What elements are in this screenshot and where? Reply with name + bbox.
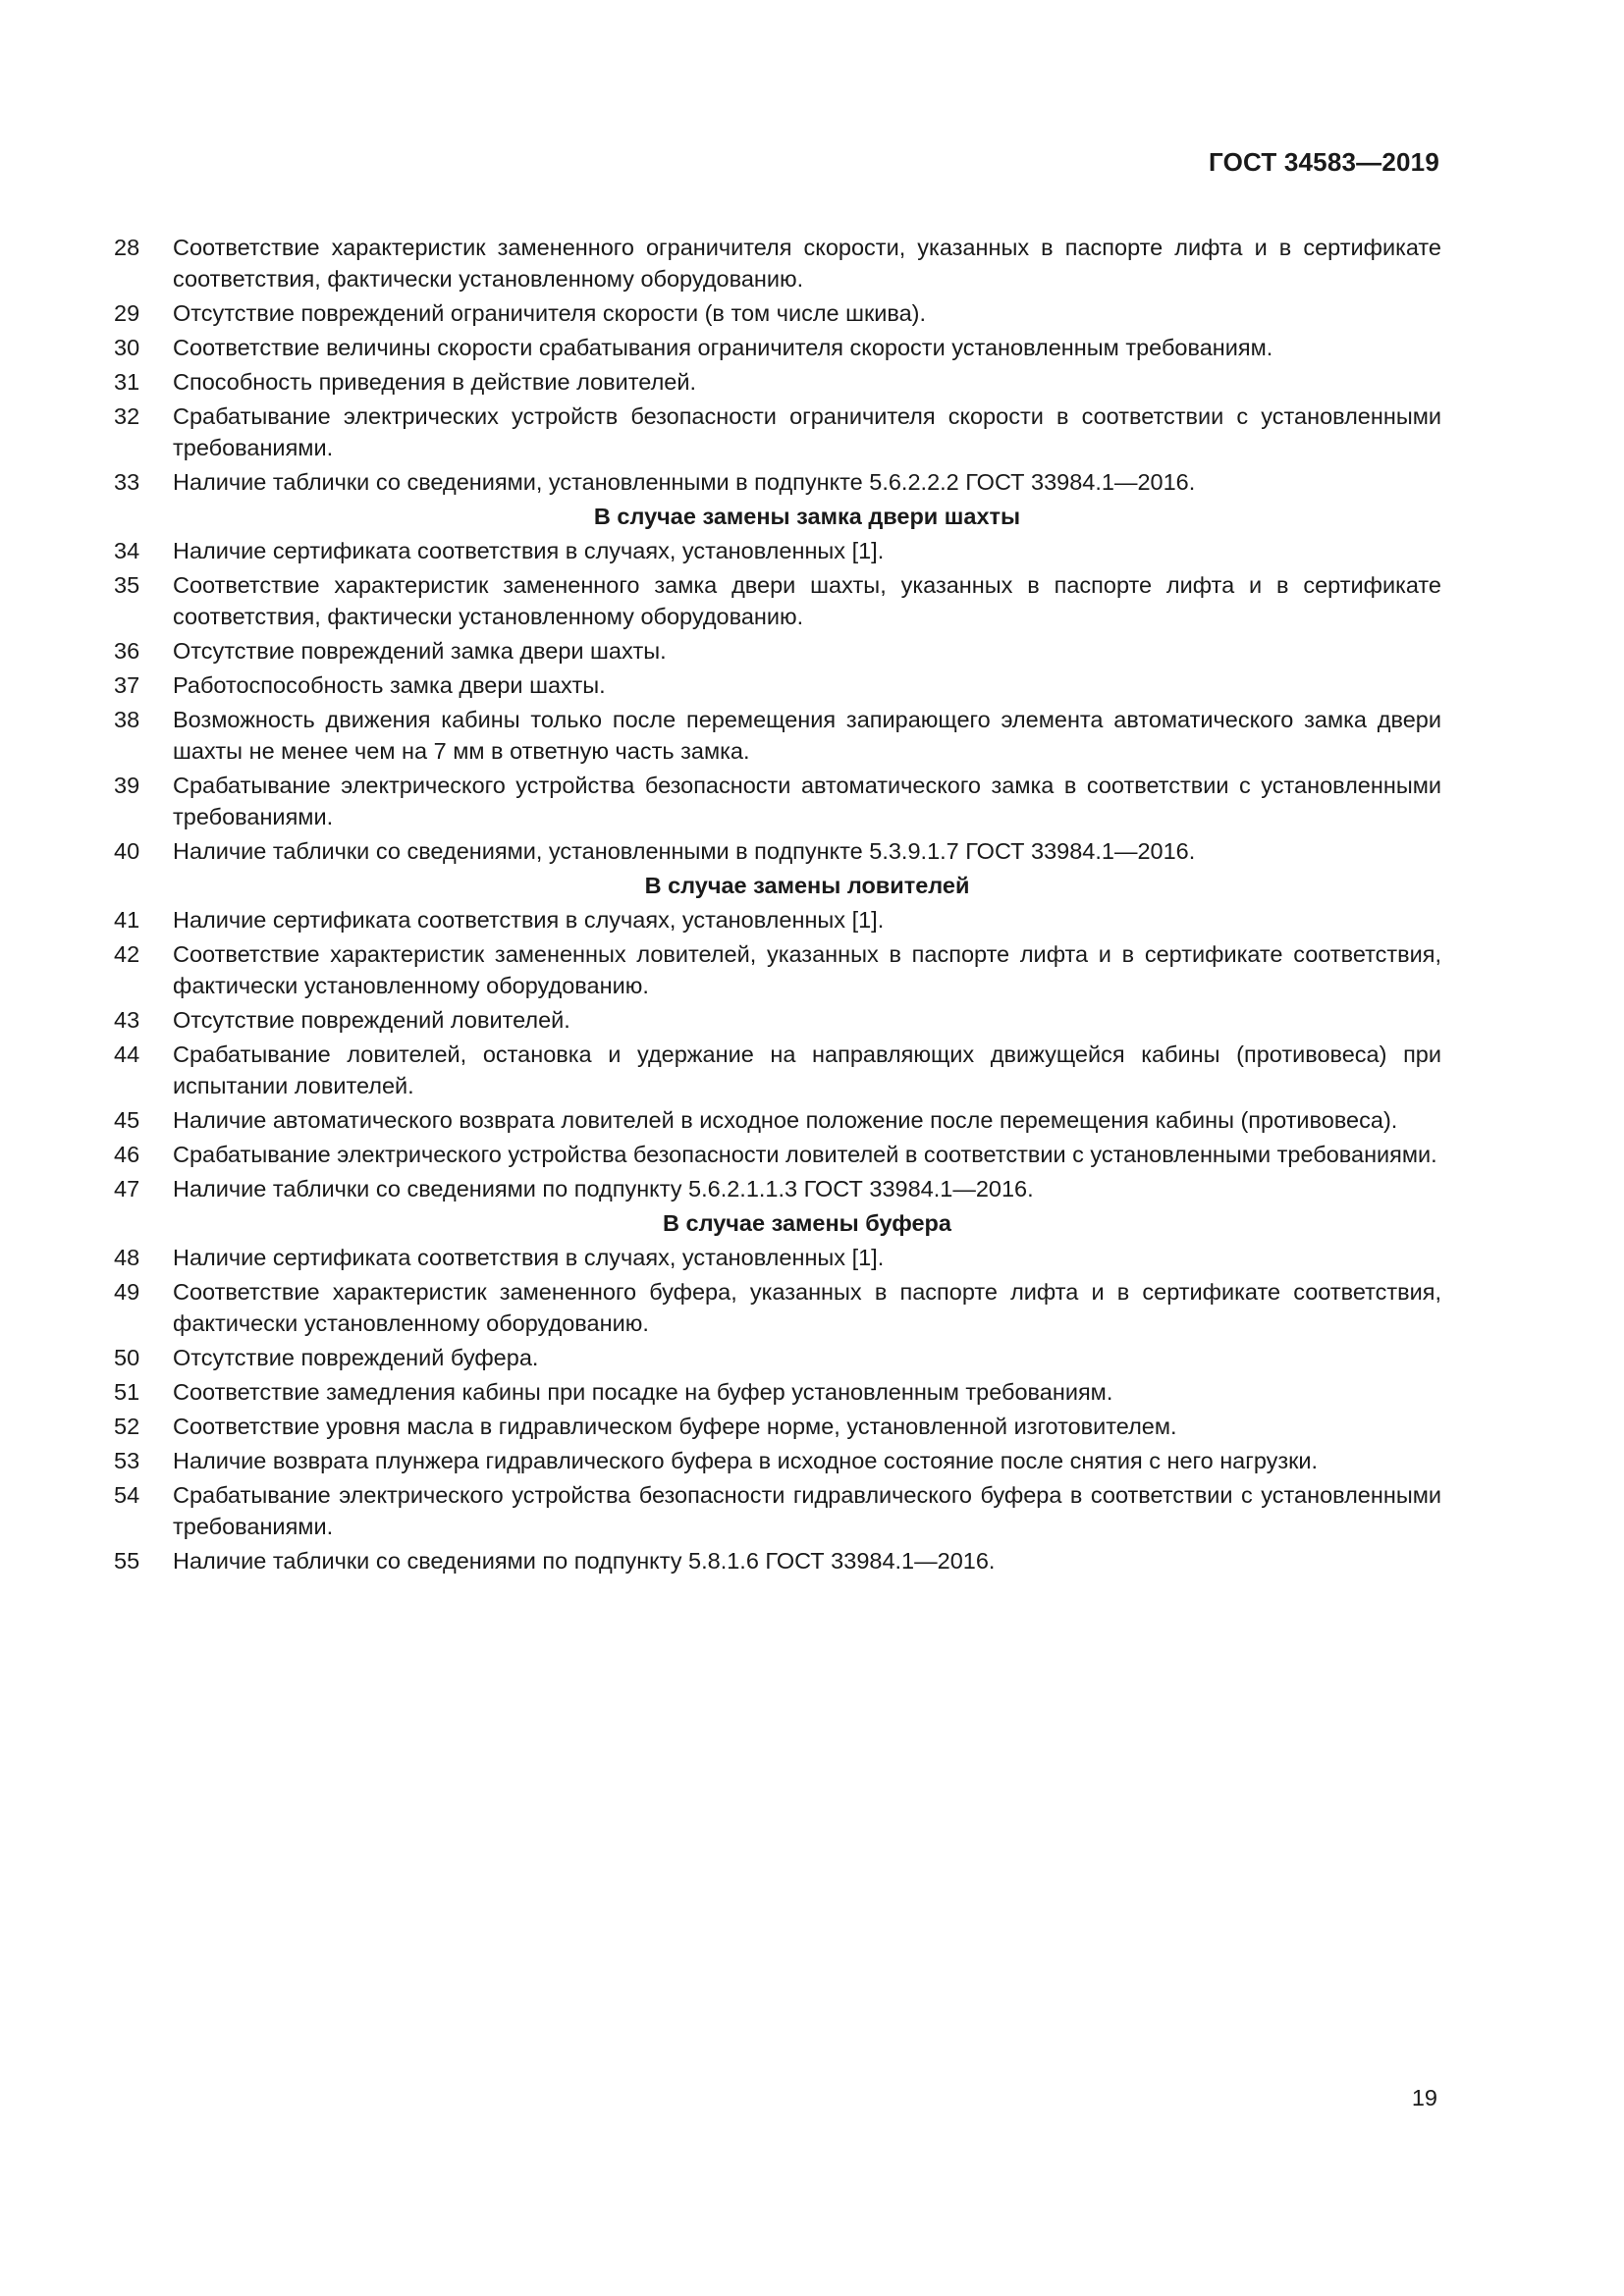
list-item (114, 1039, 1441, 1101)
item-number: 35 (114, 572, 140, 598)
item-text: Работоспособность замка двери шахты. (173, 672, 606, 698)
list-item (114, 1004, 1441, 1036)
list-item (114, 297, 1441, 329)
list-item (114, 904, 1441, 935)
list-item (114, 332, 1441, 363)
list-item (114, 635, 1441, 667)
list-item (114, 466, 1441, 498)
section-heading: В случае замены буфера (663, 1210, 951, 1236)
item-text: Соответствие характеристик замененного буфера, указанных в паспорте лифта и в сертификате соответствия, фактически установленному оборудованию. (173, 1279, 1441, 1336)
section-heading: В случае замены ловителей (644, 873, 970, 898)
item-number: 39 (114, 773, 140, 798)
item-number: 47 (114, 1176, 140, 1201)
item-number: 41 (114, 907, 140, 933)
list-item (114, 1342, 1441, 1373)
list-item (114, 1411, 1441, 1442)
list-item (114, 569, 1441, 632)
item-text: Соответствие характеристик замененных ловителей, указанных в паспорте лифта и в сертификате соответствия, фактически установленному оборудованию. (173, 941, 1441, 998)
item-number: 42 (114, 941, 140, 967)
item-number: 30 (114, 335, 140, 360)
item-number: 38 (114, 707, 140, 732)
item-number: 45 (114, 1107, 140, 1133)
item-number: 54 (114, 1482, 140, 1508)
item-text: Соответствие уровня масла в гидравлическом буфере норме, установленной изготовителем. (173, 1414, 1177, 1439)
item-text: Срабатывание ловителей, остановка и удержание на направляющих движущейся кабины (противовеса) при испытании ловителей. (173, 1041, 1441, 1098)
item-number: 34 (114, 538, 140, 563)
item-text: Соответствие характеристик замененного ограничителя скорости, указанных в паспорте лифта и в сертификате соответствия, фактически установленному оборудованию. (173, 235, 1441, 292)
item-text: Срабатывание электрического устройства безопасности гидравлического буфера в соответствии с установленными требованиями. (173, 1482, 1441, 1539)
list-item (114, 1445, 1441, 1476)
item-number: 43 (114, 1007, 140, 1033)
item-number: 36 (114, 638, 140, 664)
item-text: Наличие сертификата соответствия в случаях, установленных [1]. (173, 907, 885, 933)
item-text: Способность приведения в действие ловителей. (173, 369, 697, 395)
item-number: 31 (114, 369, 140, 395)
list-item (114, 1242, 1441, 1273)
item-number: 44 (114, 1041, 140, 1067)
list-item (114, 1173, 1441, 1204)
item-text: Наличие таблички со сведениями по подпункту 5.8.1.6 ГОСТ 33984.1—2016. (173, 1548, 996, 1574)
list-item (114, 835, 1441, 867)
list-item (114, 232, 1441, 294)
item-text: Наличие сертификата соответствия в случаях, установленных [1]. (173, 1245, 885, 1270)
item-text: Срабатывание электрических устройств безопасности ограничителя скорости в соответствии с установленными требованиями. (173, 403, 1441, 460)
item-number: 46 (114, 1142, 140, 1167)
item-text: Наличие сертификата соответствия в случаях, установленных [1]. (173, 538, 885, 563)
page-number: 19 (1411, 2085, 1437, 2110)
list-item (114, 770, 1441, 832)
item-number: 40 (114, 838, 140, 864)
item-text: Наличие таблички со сведениями по подпункту 5.6.2.1.1.3 ГОСТ 33984.1—2016. (173, 1176, 1034, 1201)
item-number: 48 (114, 1245, 140, 1270)
list-item (114, 938, 1441, 1001)
item-text: Соответствие величины скорости срабатывания ограничителя скорости установленным требованиям. (173, 335, 1273, 360)
item-number: 49 (114, 1279, 140, 1305)
section-heading: В случае замены замка двери шахты (593, 504, 1021, 529)
list-item (114, 1376, 1441, 1408)
item-number: 52 (114, 1414, 140, 1439)
item-text: Соответствие замедления кабины при посадке на буфер установленным требованиям. (173, 1379, 1113, 1405)
item-text: Срабатывание электрического устройства безопасности автоматического замка в соответствии с установленными требованиями. (173, 773, 1441, 829)
item-number: 55 (114, 1548, 140, 1574)
item-text: Срабатывание электрического устройства безопасности ловителей в соответствии с установленными требованиями. (173, 1142, 1437, 1167)
item-text: Отсутствие повреждений замка двери шахты. (173, 638, 667, 664)
item-text: Соответствие характеристик замененного замка двери шахты, указанных в паспорте лифта и в сертификате соответствия, фактически установленному оборудованию. (173, 572, 1441, 629)
document-code-header: ГОСТ 34583—2019 (1209, 147, 1439, 177)
item-number: 50 (114, 1345, 140, 1370)
item-text: Отсутствие повреждений буфера. (173, 1345, 539, 1370)
item-text: Наличие таблички со сведениями, установленными в подпункте 5.6.2.2.2 ГОСТ 33984.1—2016. (173, 469, 1196, 495)
item-text: Наличие автоматического возврата ловителей в исходное положение после перемещения кабины (противовеса). (173, 1107, 1398, 1133)
item-text: Наличие таблички со сведениями, установленными в подпункте 5.3.9.1.7 ГОСТ 33984.1—2016. (173, 838, 1196, 864)
list-item (114, 1545, 1441, 1576)
item-number: 51 (114, 1379, 140, 1405)
item-text: Отсутствие повреждений ловителей. (173, 1007, 570, 1033)
item-text: Отсутствие повреждений ограничителя скорости (в том числе шкива). (173, 300, 927, 326)
item-text: Возможность движения кабины только после перемещения запирающего элемента автоматического замка двери шахты не менее чем на 7 мм в ответную часть замка. (173, 707, 1441, 764)
item-number: 32 (114, 403, 140, 429)
list-item (114, 366, 1441, 398)
list-item (114, 669, 1441, 701)
requirements-list (114, 232, 1441, 1579)
item-text: Наличие возврата плунжера гидравлического буфера в исходное состояние после снятия с него нагрузки. (173, 1448, 1319, 1473)
list-item (114, 1104, 1441, 1136)
item-number: 29 (114, 300, 140, 326)
item-number: 53 (114, 1448, 140, 1473)
list-item (114, 535, 1441, 566)
item-number: 28 (114, 235, 140, 260)
list-item (114, 400, 1441, 463)
item-number: 37 (114, 672, 140, 698)
list-item (114, 704, 1441, 767)
list-item (114, 1139, 1441, 1170)
list-item (114, 1276, 1441, 1339)
list-item (114, 1479, 1441, 1542)
item-number: 33 (114, 469, 140, 495)
